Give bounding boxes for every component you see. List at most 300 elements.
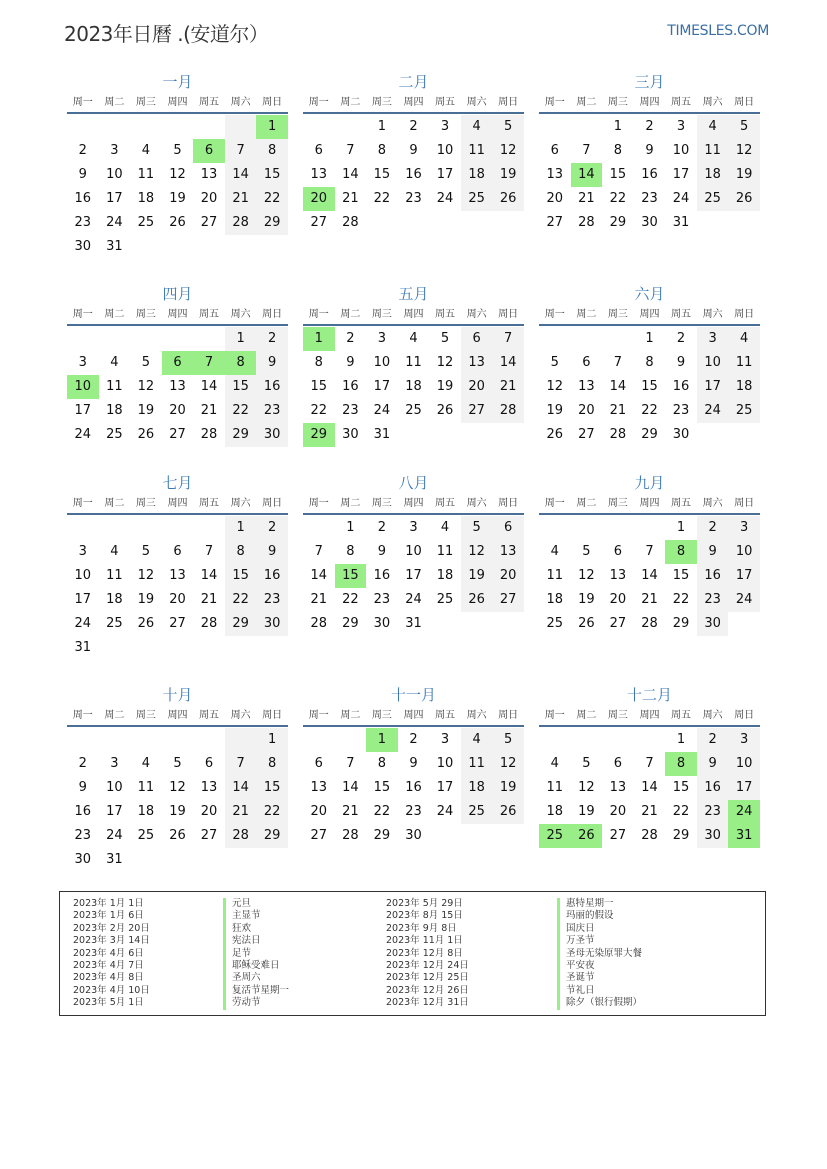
weekday-label: 周一 xyxy=(544,97,565,108)
month-name: 二月 xyxy=(398,73,429,91)
legend-date: 2023年 12月 26日 xyxy=(386,984,469,996)
weekday-label: 周二 xyxy=(576,309,597,320)
weekday-label: 周日 xyxy=(262,97,283,108)
day-cell: 2 xyxy=(346,331,355,346)
day-cell: 6 xyxy=(582,355,591,370)
day-cell: 7 xyxy=(204,544,214,559)
day-cell: 8 xyxy=(377,756,387,771)
legend-date: 2023年 8月 15日 xyxy=(386,910,463,922)
day-cell: 10 xyxy=(436,756,454,771)
month-block xyxy=(303,72,524,235)
empty-day-cell xyxy=(539,115,571,139)
day-cell: 24 xyxy=(373,403,391,418)
day-cell: 17 xyxy=(697,375,729,399)
month-block xyxy=(303,284,524,447)
day-cell: 17 xyxy=(106,804,123,819)
day-cell: 28 xyxy=(200,427,218,442)
day-cell: 24 xyxy=(728,588,760,612)
day-cell: 25 xyxy=(106,616,123,631)
day-cell: 6 xyxy=(173,544,182,559)
empty-day-cell xyxy=(571,327,603,351)
day-cell: 3 xyxy=(78,544,87,559)
day-cell: 23 xyxy=(373,592,391,607)
day-cell: 22 xyxy=(672,804,690,819)
day-cell: 29 xyxy=(609,215,627,230)
empty-day-cell xyxy=(193,327,225,351)
day-cell: 31 xyxy=(672,215,690,230)
holiday-day-cell: 8 xyxy=(665,752,697,776)
day-cell: 17 xyxy=(728,564,760,588)
legend-date: 2023年 3月 14日 xyxy=(73,935,150,947)
weekday-label: 周二 xyxy=(340,710,361,721)
day-cell: 2 xyxy=(256,516,288,540)
empty-day-cell xyxy=(99,327,131,351)
day-cell: 4 xyxy=(141,143,151,158)
day-cell: 1 xyxy=(225,327,257,351)
day-cell: 6 xyxy=(613,756,623,771)
day-cell: 6 xyxy=(314,143,323,158)
weekday-label: 周四 xyxy=(639,97,660,108)
day-cell: 16 xyxy=(74,804,92,819)
month-block xyxy=(539,284,760,447)
day-cell: 5 xyxy=(492,115,524,139)
day-grid xyxy=(67,327,288,447)
day-cell: 4 xyxy=(110,544,119,559)
month-block xyxy=(67,284,288,447)
day-cell: 17 xyxy=(405,568,422,583)
weekday-label: 周日 xyxy=(498,309,519,320)
day-cell: 2 xyxy=(78,143,87,158)
day-cell: 2 xyxy=(78,756,87,771)
day-cell: 4 xyxy=(697,115,729,139)
day-cell: 19 xyxy=(436,379,454,394)
month-name: 九月 xyxy=(634,474,665,492)
day-cell: 21 xyxy=(200,592,218,607)
day-cell: 5 xyxy=(440,331,450,346)
day-cell: 11 xyxy=(546,568,564,583)
legend-holiday-name: 除夕（银行假期） xyxy=(557,997,642,1009)
day-cell: 27 xyxy=(200,215,218,230)
legend-holiday-name: 圣周六 xyxy=(223,972,289,984)
day-cell: 1 xyxy=(346,520,355,535)
legend-holiday-name: 国庆日 xyxy=(557,923,642,935)
day-cell: 4 xyxy=(409,331,418,346)
weekday-header xyxy=(67,495,288,515)
day-cell: 8 xyxy=(314,355,323,370)
empty-day-cell xyxy=(634,516,666,540)
day-cell: 22 xyxy=(609,191,627,206)
day-cell: 14 xyxy=(225,163,257,187)
weekday-label: 周二 xyxy=(340,97,361,108)
day-cell: 13 xyxy=(609,568,627,583)
day-cell: 27 xyxy=(310,215,328,230)
day-cell: 18 xyxy=(137,191,155,206)
weekday-label: 周一 xyxy=(308,498,329,509)
weekday-label: 周三 xyxy=(135,97,156,108)
weekday-label: 周四 xyxy=(403,710,424,721)
day-cell: 16 xyxy=(342,379,359,394)
day-cell: 1 xyxy=(225,516,257,540)
weekday-label: 周三 xyxy=(371,97,392,108)
day-cell: 21 xyxy=(225,800,257,824)
legend-date: 2023年 4月 10日 xyxy=(73,984,150,996)
day-grid xyxy=(303,115,524,235)
day-cell: 2 xyxy=(697,728,729,752)
day-cell: 11 xyxy=(405,355,422,370)
month-block xyxy=(539,685,760,848)
day-cell: 6 xyxy=(613,544,623,559)
day-cell: 1 xyxy=(377,119,387,134)
day-cell: 26 xyxy=(492,800,524,824)
brand-link[interactable]: TIMESLES.COM xyxy=(667,23,769,39)
weekday-label: 周六 xyxy=(702,710,723,721)
day-cell: 5 xyxy=(173,756,182,771)
empty-day-cell xyxy=(539,327,571,351)
day-cell: 7 xyxy=(613,355,623,370)
legend-date: 2023年 4月 6日 xyxy=(73,947,144,959)
day-cell: 26 xyxy=(728,187,760,211)
day-cell: 8 xyxy=(225,540,257,564)
weekday-label: 周一 xyxy=(308,97,329,108)
legend-names-left xyxy=(223,898,289,1010)
day-cell: 28 xyxy=(609,427,627,442)
holiday-day-cell: 20 xyxy=(303,187,335,211)
weekday-header xyxy=(303,94,524,114)
day-cell: 28 xyxy=(578,215,595,230)
day-cell: 19 xyxy=(169,191,186,206)
day-cell: 19 xyxy=(578,804,595,819)
day-cell: 24 xyxy=(436,804,454,819)
day-cell: 19 xyxy=(137,592,155,607)
empty-day-cell xyxy=(130,516,162,540)
day-cell: 15 xyxy=(672,780,690,795)
day-cell: 18 xyxy=(106,592,123,607)
weekday-label: 周一 xyxy=(308,710,329,721)
weekday-label: 周六 xyxy=(702,309,723,320)
day-cell: 13 xyxy=(546,167,564,182)
legend-holiday-name: 平安夜 xyxy=(557,960,642,972)
day-cell: 18 xyxy=(106,403,123,418)
empty-day-cell xyxy=(225,728,257,752)
day-cell: 11 xyxy=(106,568,123,583)
day-cell: 3 xyxy=(728,516,760,540)
day-cell: 28 xyxy=(342,828,359,843)
day-cell: 22 xyxy=(373,804,391,819)
day-cell: 13 xyxy=(169,568,186,583)
day-cell: 23 xyxy=(256,588,288,612)
day-cell: 10 xyxy=(373,355,391,370)
day-cell: 20 xyxy=(546,191,564,206)
day-cell: 9 xyxy=(346,355,355,370)
day-cell: 3 xyxy=(377,331,387,346)
month-block xyxy=(303,685,524,848)
day-cell: 28 xyxy=(641,616,658,631)
weekday-label: 周三 xyxy=(607,710,628,721)
weekday-label: 周一 xyxy=(544,710,565,721)
day-cell: 25 xyxy=(137,828,155,843)
weekday-label: 周三 xyxy=(135,309,156,320)
legend-holiday-name: 圣母无染原罪大餐 xyxy=(557,948,642,960)
legend-date: 2023年 1月 1日 xyxy=(73,898,144,909)
legend-holiday-name: 耶稣受难日 xyxy=(223,960,289,972)
weekday-label: 周四 xyxy=(403,309,424,320)
weekday-label: 周五 xyxy=(199,97,220,108)
legend-date: 2023年 9月 8日 xyxy=(386,922,457,934)
weekday-label: 周四 xyxy=(167,498,188,509)
weekday-label: 周四 xyxy=(639,309,660,320)
weekday-label: 周一 xyxy=(544,498,565,509)
month-name: 十一月 xyxy=(390,686,436,704)
day-cell: 20 xyxy=(461,375,493,399)
day-cell: 8 xyxy=(377,143,387,158)
day-cell: 24 xyxy=(405,592,422,607)
day-cell: 20 xyxy=(492,564,524,588)
empty-day-cell xyxy=(162,327,194,351)
day-cell: 16 xyxy=(256,375,288,399)
day-cell: 21 xyxy=(200,403,218,418)
day-cell: 16 xyxy=(405,780,422,795)
day-cell: 30 xyxy=(342,427,359,442)
day-cell: 30 xyxy=(373,616,391,631)
weekday-header xyxy=(67,306,288,326)
day-cell: 3 xyxy=(440,119,450,134)
weekday-label: 周三 xyxy=(371,309,392,320)
day-cell: 17 xyxy=(74,403,92,418)
weekday-label: 周六 xyxy=(466,498,487,509)
day-cell: 15 xyxy=(641,379,658,394)
day-cell: 9 xyxy=(697,752,729,776)
day-cell: 29 xyxy=(672,616,690,631)
day-cell: 7 xyxy=(492,327,524,351)
empty-day-cell xyxy=(303,516,335,540)
day-cell: 13 xyxy=(310,780,328,795)
day-cell: 29 xyxy=(342,616,359,631)
empty-day-cell xyxy=(602,728,634,752)
day-cell: 7 xyxy=(582,143,591,158)
day-cell: 22 xyxy=(256,800,288,824)
day-cell: 19 xyxy=(169,804,186,819)
weekday-label: 周五 xyxy=(435,309,456,320)
day-cell: 20 xyxy=(310,804,328,819)
day-cell: 29 xyxy=(256,211,288,235)
day-cell: 19 xyxy=(492,163,524,187)
holiday-day-cell: 25 xyxy=(539,824,571,848)
day-cell: 12 xyxy=(137,568,155,583)
day-cell: 27 xyxy=(200,828,218,843)
weekday-label: 周五 xyxy=(671,309,692,320)
day-cell: 15 xyxy=(672,568,690,583)
day-cell: 7 xyxy=(225,752,257,776)
day-cell: 12 xyxy=(492,139,524,163)
day-cell: 10 xyxy=(106,167,123,182)
day-grid xyxy=(67,115,288,259)
day-cell: 3 xyxy=(440,732,450,747)
day-cell: 27 xyxy=(461,399,493,423)
day-cell: 23 xyxy=(342,403,359,418)
weekday-label: 周五 xyxy=(671,710,692,721)
weekday-label: 周四 xyxy=(167,97,188,108)
weekday-label: 周六 xyxy=(702,498,723,509)
weekday-label: 周日 xyxy=(734,498,755,509)
day-cell: 14 xyxy=(225,776,257,800)
empty-day-cell xyxy=(335,728,367,752)
day-cell: 3 xyxy=(110,143,119,158)
legend-holiday-name: 宪法日 xyxy=(223,935,289,947)
empty-day-cell xyxy=(539,728,571,752)
month-name: 八月 xyxy=(398,474,429,492)
day-cell: 12 xyxy=(137,379,155,394)
holiday-day-cell: 10 xyxy=(67,375,99,399)
holiday-day-cell: 29 xyxy=(303,423,335,447)
month-block xyxy=(67,72,288,259)
day-cell: 16 xyxy=(373,568,391,583)
day-cell: 13 xyxy=(461,351,493,375)
holiday-day-cell: 15 xyxy=(335,564,367,588)
day-cell: 23 xyxy=(405,804,422,819)
day-cell: 23 xyxy=(74,828,92,843)
day-cell: 19 xyxy=(728,163,760,187)
day-cell: 10 xyxy=(74,568,92,583)
day-cell: 5 xyxy=(728,115,760,139)
weekday-label: 周一 xyxy=(72,710,93,721)
day-cell: 27 xyxy=(578,427,595,442)
month-name: 一月 xyxy=(162,73,193,91)
day-cell: 14 xyxy=(200,568,218,583)
weekday-label: 周日 xyxy=(262,498,283,509)
weekday-label: 周六 xyxy=(230,498,251,509)
day-cell: 27 xyxy=(546,215,564,230)
day-cell: 23 xyxy=(672,403,690,418)
day-cell: 28 xyxy=(492,399,524,423)
day-cell: 22 xyxy=(672,592,690,607)
day-cell: 30 xyxy=(697,612,729,636)
day-cell: 14 xyxy=(310,568,328,583)
empty-day-cell xyxy=(225,115,257,139)
empty-day-cell xyxy=(539,516,571,540)
month-name: 十二月 xyxy=(626,686,672,704)
day-cell: 10 xyxy=(436,143,454,158)
day-cell: 3 xyxy=(409,520,418,535)
day-cell: 21 xyxy=(641,804,658,819)
weekday-label: 周日 xyxy=(262,309,283,320)
day-cell: 9 xyxy=(78,167,87,182)
day-cell: 31 xyxy=(373,427,391,442)
legend-holiday-name: 元旦 xyxy=(223,898,289,910)
day-cell: 13 xyxy=(492,540,524,564)
day-cell: 19 xyxy=(137,403,155,418)
day-cell: 7 xyxy=(645,544,654,559)
day-cell: 4 xyxy=(550,756,559,771)
weekday-label: 周三 xyxy=(135,710,156,721)
day-cell: 1 xyxy=(676,732,686,747)
day-cell: 2 xyxy=(645,119,654,134)
legend-date: 2023年 4月 8日 xyxy=(73,972,144,984)
weekday-label: 周四 xyxy=(167,309,188,320)
day-cell: 9 xyxy=(78,780,87,795)
day-cell: 16 xyxy=(256,564,288,588)
day-cell: 15 xyxy=(373,167,391,182)
weekday-label: 周三 xyxy=(371,710,392,721)
day-cell: 15 xyxy=(373,780,391,795)
weekday-label: 周三 xyxy=(607,97,628,108)
weekday-label: 周二 xyxy=(104,498,125,509)
day-cell: 15 xyxy=(256,776,288,800)
day-cell: 21 xyxy=(342,191,359,206)
day-cell: 11 xyxy=(461,139,493,163)
holiday-day-cell: 6 xyxy=(193,139,225,163)
weekday-label: 周四 xyxy=(639,498,660,509)
weekday-label: 周六 xyxy=(230,309,251,320)
empty-day-cell xyxy=(130,115,162,139)
day-cell: 3 xyxy=(78,355,87,370)
day-cell: 29 xyxy=(641,427,658,442)
day-cell: 5 xyxy=(141,355,151,370)
day-cell: 29 xyxy=(256,824,288,848)
holiday-day-cell: 8 xyxy=(665,540,697,564)
weekday-label: 周六 xyxy=(466,710,487,721)
legend-names-right xyxy=(557,898,642,1010)
day-cell: 10 xyxy=(405,544,422,559)
day-cell: 24 xyxy=(436,191,454,206)
holiday-day-cell: 1 xyxy=(303,327,335,351)
empty-day-cell xyxy=(99,115,131,139)
holiday-day-cell: 1 xyxy=(256,115,288,139)
holiday-day-cell: 1 xyxy=(366,728,398,752)
month-name: 三月 xyxy=(634,73,665,91)
day-cell: 23 xyxy=(256,399,288,423)
weekday-header xyxy=(539,94,760,114)
weekday-label: 周五 xyxy=(435,710,456,721)
month-block xyxy=(539,72,760,235)
legend-holiday-name: 玛丽的假设 xyxy=(557,910,642,922)
day-cell: 18 xyxy=(728,375,760,399)
day-cell: 5 xyxy=(582,544,591,559)
weekday-header xyxy=(303,306,524,326)
day-cell: 31 xyxy=(74,640,92,655)
day-cell: 8 xyxy=(256,752,288,776)
day-cell: 30 xyxy=(256,612,288,636)
empty-day-cell xyxy=(193,516,225,540)
day-cell: 30 xyxy=(74,239,92,254)
holiday-day-cell: 14 xyxy=(571,163,603,187)
day-cell: 21 xyxy=(342,804,359,819)
day-cell: 14 xyxy=(492,351,524,375)
day-cell: 26 xyxy=(169,828,186,843)
empty-day-cell xyxy=(67,728,99,752)
day-cell: 30 xyxy=(405,828,422,843)
day-cell: 19 xyxy=(578,592,595,607)
day-cell: 10 xyxy=(672,143,690,158)
month-name: 五月 xyxy=(398,285,429,303)
holiday-day-cell: 8 xyxy=(225,351,257,375)
legend-holiday-name: 狂欢 xyxy=(223,923,289,935)
day-cell: 20 xyxy=(169,592,186,607)
day-cell: 28 xyxy=(225,824,257,848)
day-cell: 22 xyxy=(225,588,257,612)
day-cell: 11 xyxy=(137,780,155,795)
weekday-label: 周四 xyxy=(403,498,424,509)
day-cell: 9 xyxy=(377,544,387,559)
day-cell: 20 xyxy=(200,804,218,819)
month-block xyxy=(67,473,288,660)
day-cell: 23 xyxy=(697,588,729,612)
day-cell: 18 xyxy=(461,163,493,187)
day-cell: 12 xyxy=(461,540,493,564)
empty-day-cell xyxy=(335,115,367,139)
weekday-label: 周三 xyxy=(607,309,628,320)
weekday-header xyxy=(539,306,760,326)
day-cell: 9 xyxy=(676,355,686,370)
